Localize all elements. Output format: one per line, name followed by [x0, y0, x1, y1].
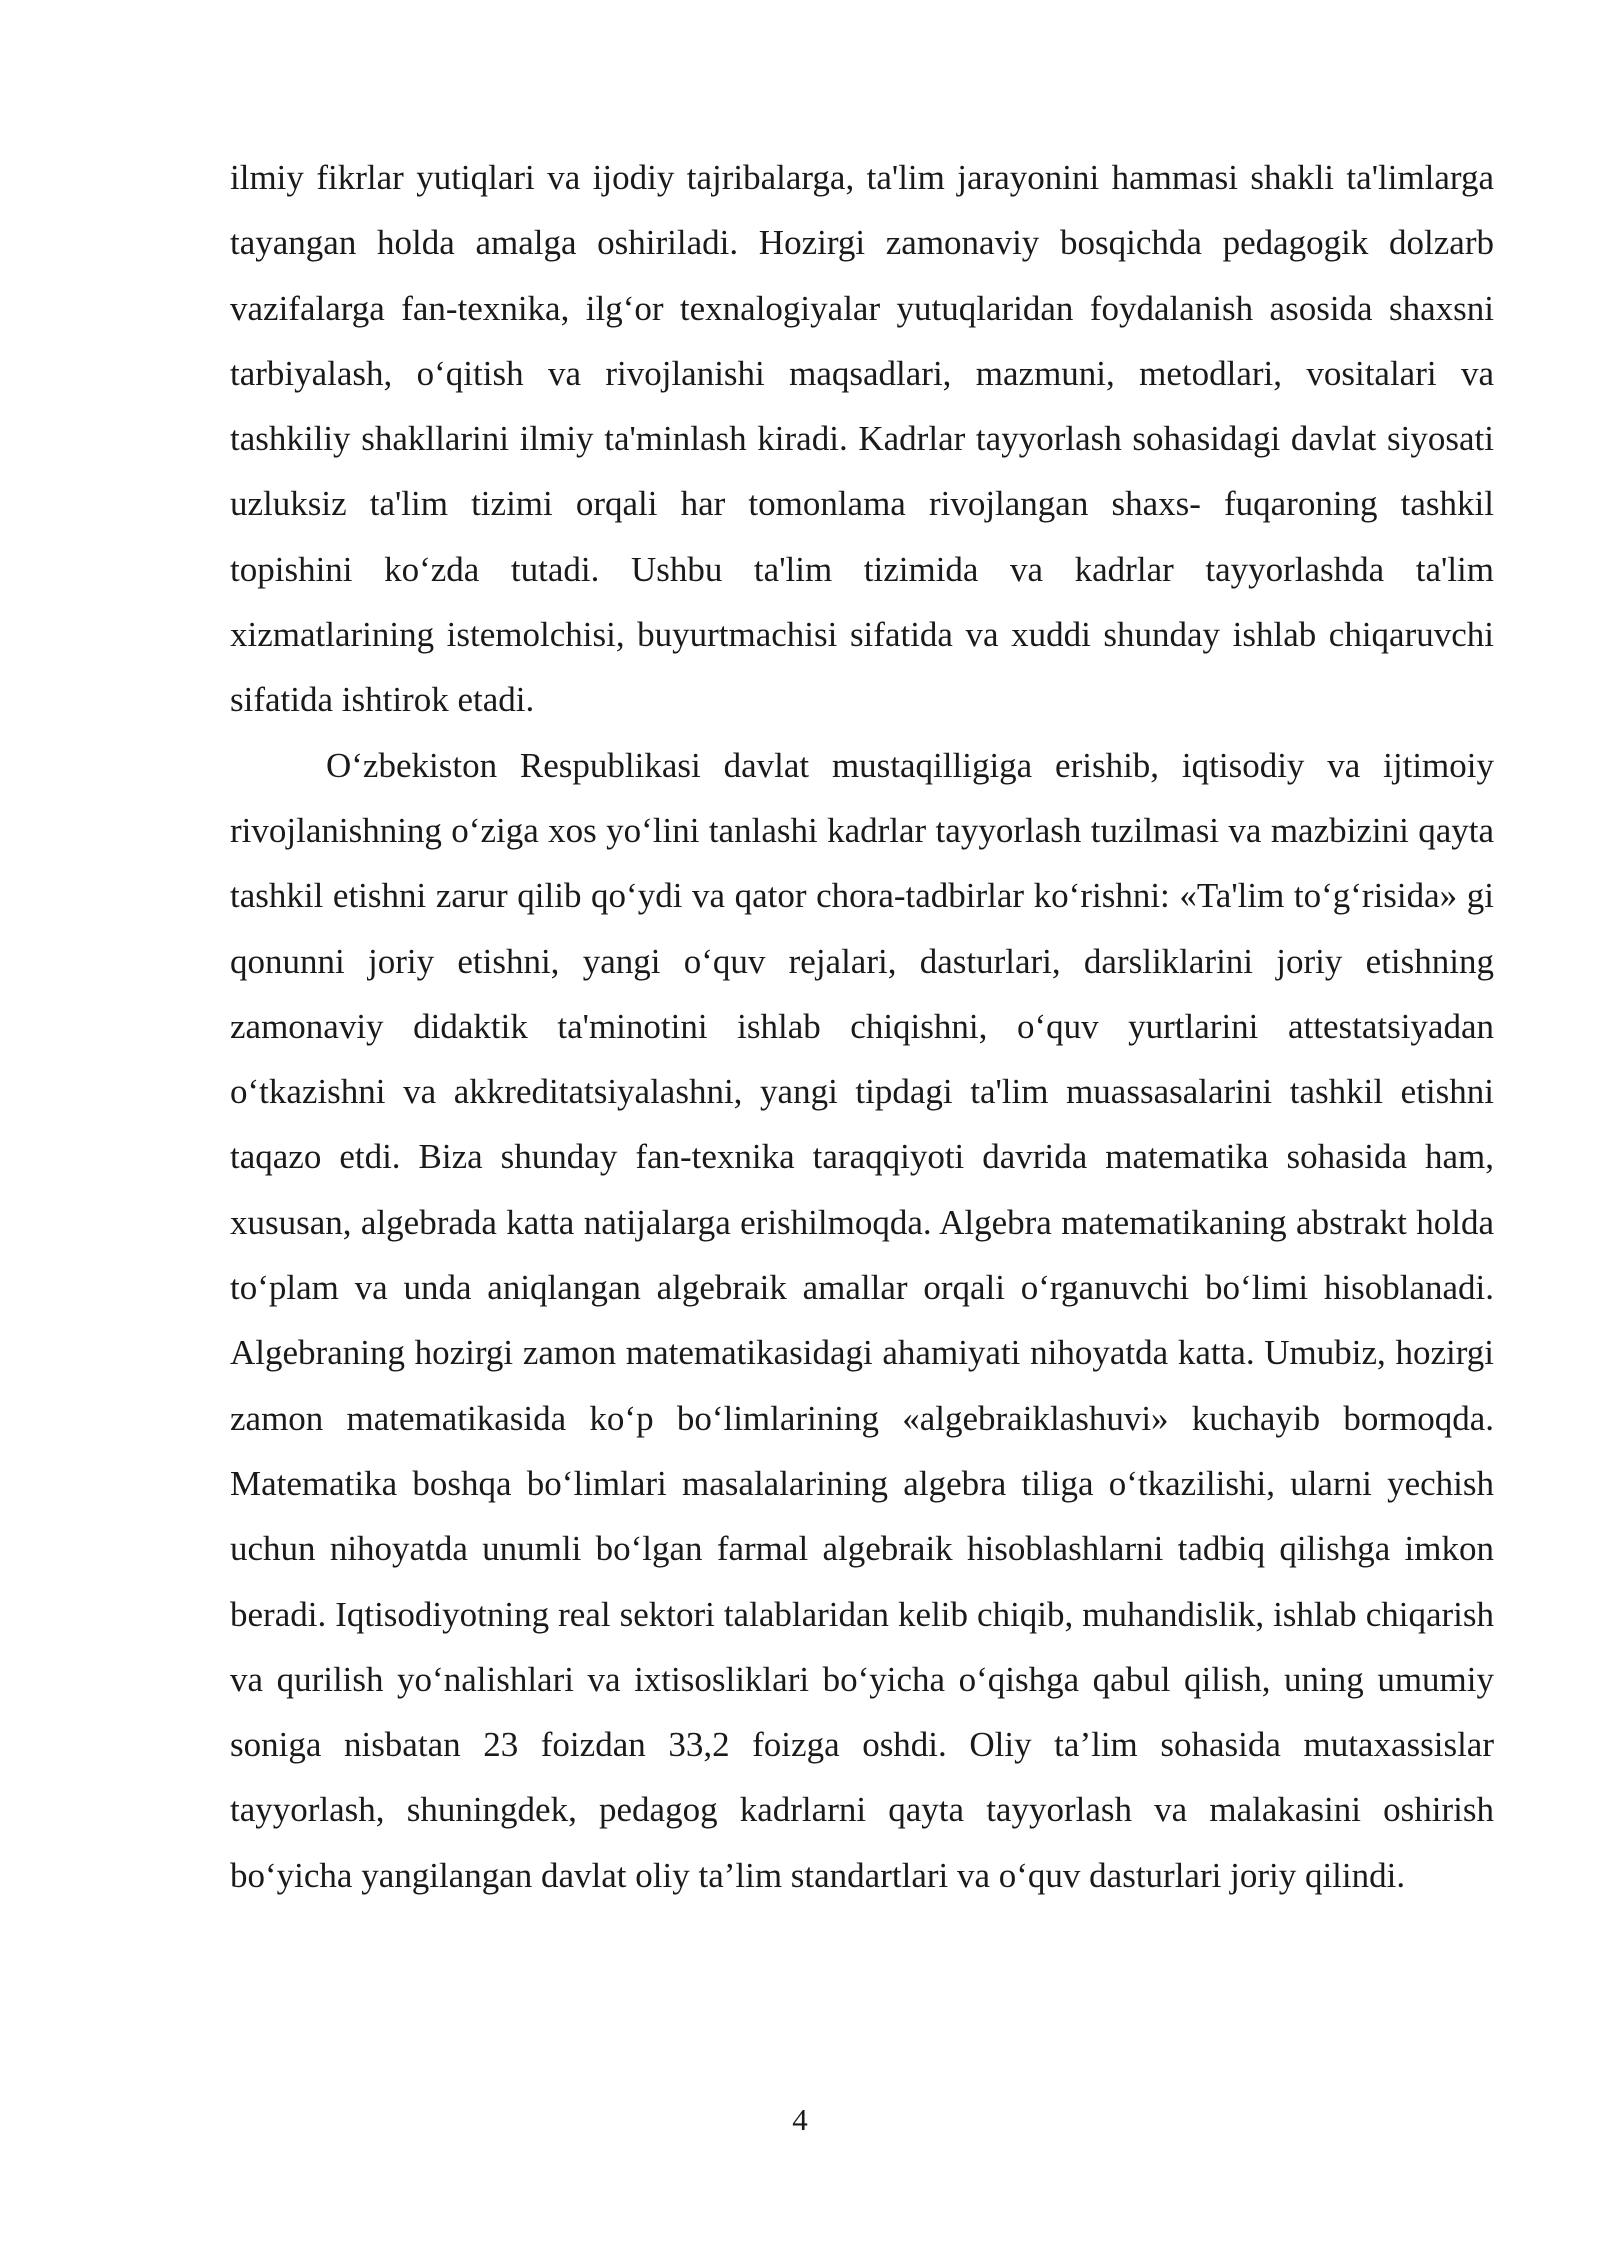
paragraph-1: ilmiy fikrlar yutiqlari va ijodiy tajribalarga, ta'lim jarayonini hammasi shakli ta'limlarga tayangan holda amalga oshiriladi. Hozirgi zamonaviy bosqichda pedagogik dolzarb vazifalarga fan-texnika, ilg‘or texnalogiyalar yutuqlaridan foydalanish asosida shaxsni tarbiyalash, o‘qitish va rivojlanishi maqsadlari, mazmuni, metodlari, vositalari va tashkiliy shakllarini ilmiy ta'minlash kiradi. Kadrlar tayyorlash sohasidagi davlat siyosati uzluksiz ta'lim tizimi orqali har tomonlama rivojlangan shaxs- fuqaroning tashkil topishini ko‘zda tutadi. Ushbu ta'lim tizimida va kadrlar tayyorlashda ta'lim xizmatlarining istemolchisi, buyurtmachisi sifatida va xuddi shunday ishlab chiqaruvchi sifatida ishtirok etadi.	[230, 158, 1494, 720]
page-number: 4	[792, 2102, 808, 2137]
paragraph-2: O‘zbekiston Respublikasi davlat mustaqilligiga erishib, iqtisodiy va ijtimoiy rivojlanishning o‘ziga xos yo‘lini tanlashi kadrlar tayyorlash tuzilmasi va mazbizini qayta tashkil etishni zarur qilib qo‘ydi va qator chora-tadbirlar ko‘rishni: «Ta'lim to‘g‘risida» gi qonunni joriy etishni, yangi o‘quv rejalari, dasturlari, darsliklarini joriy etishning zamonaviy didaktik ta'minotini ishlab chiqishni, o‘quv yurtlarini attestatsiyadan o‘tkazishni va akkreditatsiyalashni, yangi tipdagi ta'lim muassasalarini tashkil etishni taqazo etdi. Biza shunday fan-texnika taraqqiyoti davrida matematika sohasida ham, xususan, algebrada katta natijalarga erishilmoqda. Algebra matematikaning abstrakt holda to‘plam va unda aniqlangan algebraik amallar orqali o‘rganuvchi bo‘limi hisoblanadi. Algebraning hozirgi zamon matematikasidagi ahamiyati nihoyatda katta. Umubiz, hozirgi zamon matematikasida ko‘p bo‘limlarining «algebraiklashuvi» kuchayib bormoqda. Matematika boshqa bo‘limlari masalalarining algebra tiliga o‘tkazilishi, ularni yechish uchun nihoyatda unumli bo‘lgan farmal algebraik hisoblashlarni tadbiq qilishga imkon beradi. Iqtisodiyotning real sektori talablaridan kelib chiqib, muhandislik, ishlab chiqarish va qurilish yo‘nalishlari va ixtisosliklari bo‘yicha o‘qishga qabul qilish, uning umumiy soniga nisbatan 23 foizdan 33,2 foizga oshdi. Oliy ta’lim sohasida mutaxassislar tayyorlash, shuningdek, pedagog kadrlarni qayta tayyorlash va malakasini oshirish bo‘yicha yangilangan davlat oliy ta’lim standartlari va o‘quv dasturlari joriy qilindi.	[230, 745, 1494, 1895]
body-text	[230, 145, 1494, 1908]
